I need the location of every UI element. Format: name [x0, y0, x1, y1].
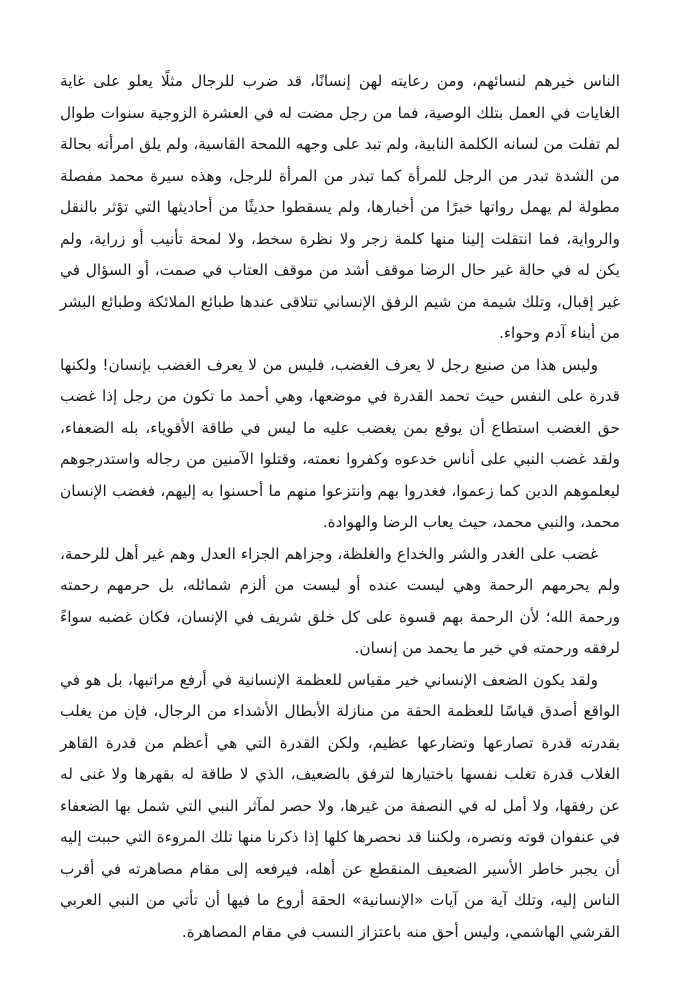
paragraph-2: وليس هذا من صنيع رجل لا يعرف الغضب، فليس من لا يعرف الغضب بإنسان! ولكنها قدرة على النفس حيث تحمد القدرة في موضعها، وهي أحمد ما تكون من رجل إذا غضب حق الغضب استطاع أن يوقع بمن يغضب عليه ما ليس في طاقة الأقوياء، بله الضعفاء، ولقد غضب النبي على أناس خدعوه وكفروا نعمته، وقتلوا الآمنين من رجاله واستدرجوهم ليعلموهم الدين كما زعموا، فغدروا بهم وانتزعوا منهم ما أحسنوا به إليهم، فغضب الإنسان محمد، والنبي محمد، حيث يعاب الرضا والهوادة.	[60, 355, 620, 531]
paragraph-3: غضب على الغدر والشر والخداع والغلظة، وجزاهم الجزاء العدل وهم غير أهل للرحمة، ولم يحرمهم الرحمة وهي ليست عنده أو ليست من ألزم شمائله، بل حرمهم رحمته ورحمة الله؛ لأن الرحمة بهم قسوة على كل خلق شريف في الإنسان، فكان غضبه سواءً لرفقه ورحمته في خير ما يحمد من إنسان.	[60, 544, 620, 657]
paragraph-1: الناس خيرهم لنسائهم، ومن رعايته لهن إنسانًا، قد ضرب للرجال مثلًا يعلو على غاية الغايات في العمل بتلك الوصية، فما من رجل مضت له في العشرة الزوجية سنوات طوال لم تفلت من لسانه الكلمة النابية، ولم تبد على وجهه اللمحة القاسية، ولم يلق امرأته بحالة من الشدة تبدر من الرجل للمرأة كما تبدر من المرأة للرجل، وهذه سيرة محمد مفصلة مطولة لم يهمل رواتها خبرًا من أخبارها، ولم يسقطوا حديثًا من أحاديثها التي تؤثر بالنقل والرواية، فما انتقلت إلينا منها كلمة زجر ولا نظرة سخط، ولا لمحة تأنيب أو زراية، ولم يكن له في حالة غير حال الرضا موقف أشد من موقف العتاب في صمت، أو السؤال في غير إقبال، وتلك شيمة من شيم الرفق الإنساني تتلاقى عندها طبائع الملائكة وطبائع البشر من أبناء آدم وحواء.	[60, 72, 620, 342]
paragraph-4: ولقد يكون الضعف الإنساني خير مقياس للعظمة الإنسانية في أرفع مراتبها، بل هو في الواقع أصدق قياسًا للعظمة الحقة من منازلة الأبطال الأشداء من الرجال، فإن من يغلب بقدرته قدرة تصارعها وتضارعها عظيم، ولكن القدرة التي هي أعظم من قدرة القاهر الغلاب قدرة تغلب نفسها باختيارها لترفق بالضعيف، الذي لا طاقة له بقهرها ولا غنى له عن رفقها، ولا أمل له في النصفة من غيرها، ولا حصر لمآثر النبي التي شمل بها الضعفاء في عنفوان قوته ونصره، ولكننا قد نحصرها كلها إذا ذكرنا منها تلك المروءة التي حببت إليه أن يجبر خاطر الأسير الضعيف المنقطع عن أهله، فيرفعه إلى مقام مصاهرته في أقرب الناس إليه، وتلك آية من آيات «الإنسانية» الحقة أروع ما فيها أن تأتي من النبي العربي القرشي الهاشمي، وليس أحق منه باعتزاز النسب في مقام المصاهرة.	[60, 670, 620, 941]
